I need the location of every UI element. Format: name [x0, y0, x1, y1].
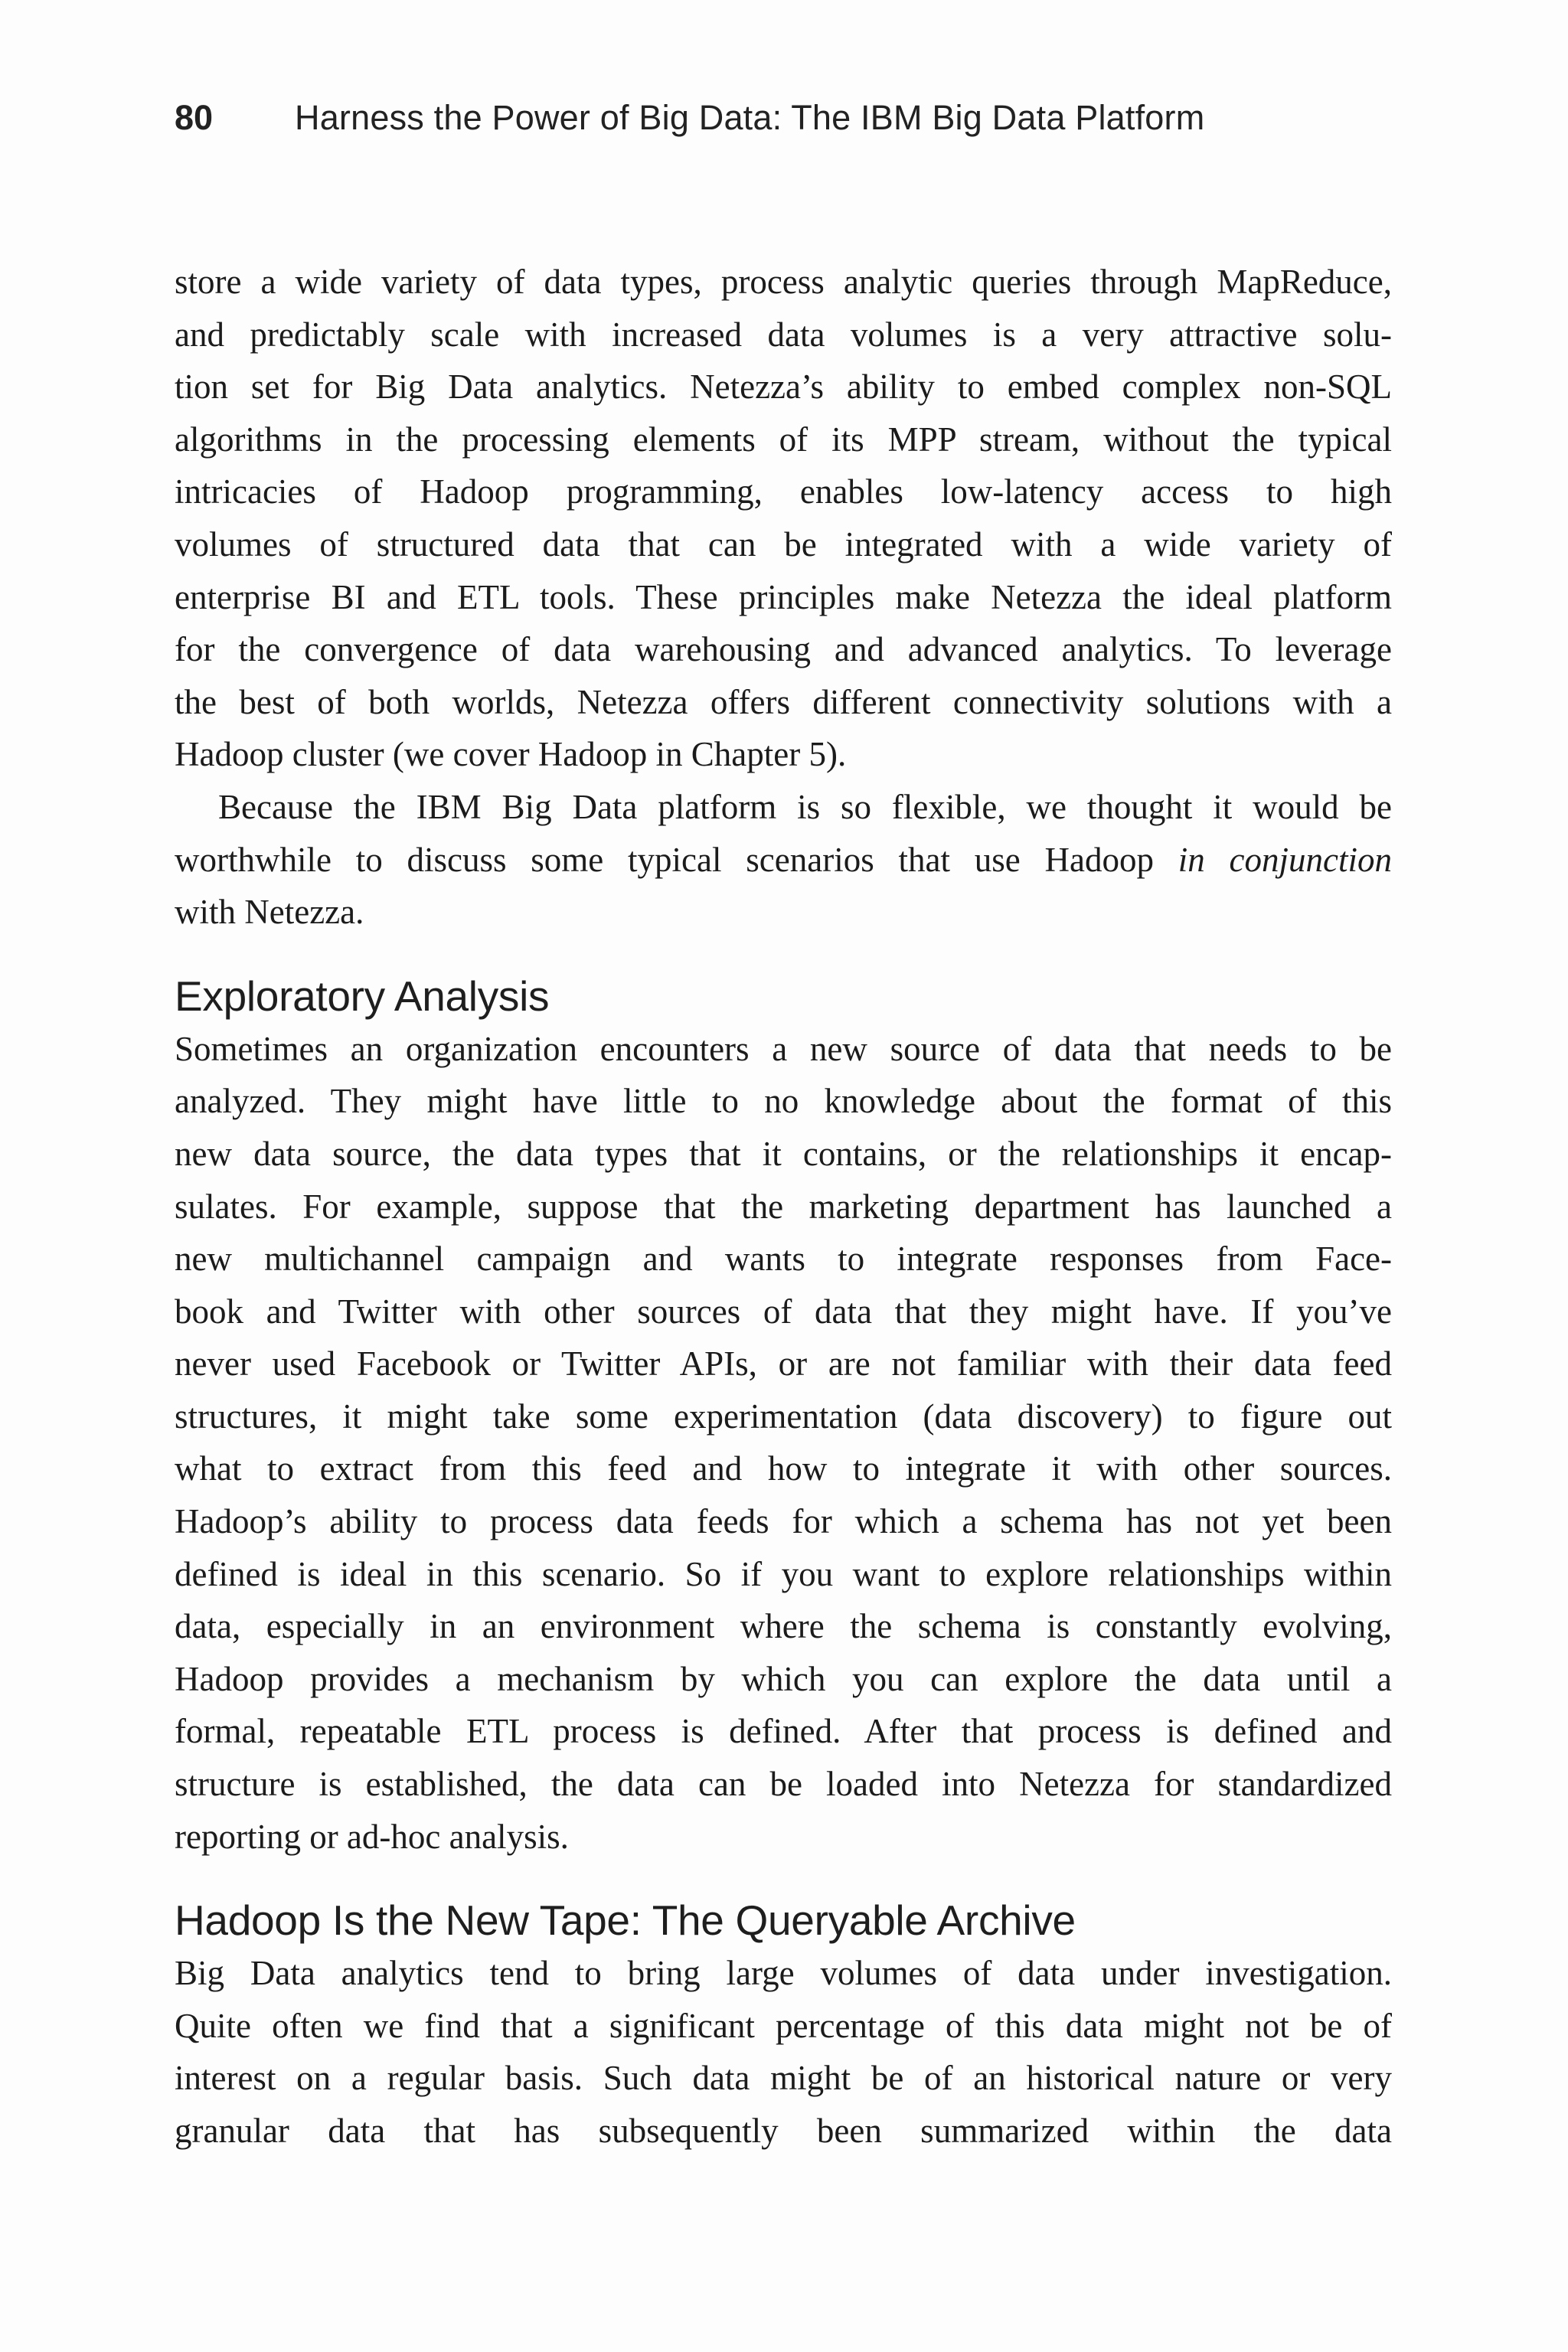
- text-line: enterprise BI and ETL tools. These principles make Netezza the ideal platform: [175, 577, 1392, 616]
- text-line: defined is ideal in this scenario. So if you want to explore relationships within: [175, 1554, 1392, 1593]
- text-line: never used Facebook or Twitter APIs, or are not familiar with their data feed: [175, 1344, 1392, 1383]
- text-line: interest on a regular basis. Such data might be of an historical nature or very: [175, 2059, 1392, 2098]
- text-line: with Netezza.: [175, 893, 364, 932]
- page-body: [175, 256, 1392, 2158]
- section-queryable-archive: [175, 1893, 1392, 2157]
- text-line: the best of both worlds, Netezza offers different connectivity solutions with a: [175, 682, 1392, 721]
- text-line: store a wide variety of data types, process analytic queries through MapReduce,: [175, 263, 1392, 301]
- italic-emphasis: in conjunction: [1178, 840, 1392, 879]
- text-line: granular data that has subsequently been summarized within the data: [175, 2112, 1392, 2150]
- text-line: tion set for Big Data analytics. Netezza’s ability to embed complex non-SQL: [175, 368, 1392, 407]
- text-line: new multichannel campaign and wants to integrate responses from Face-: [175, 1240, 1392, 1279]
- second-paragraph: [175, 781, 1392, 939]
- text-line: book and Twitter with other sources of data that they might have. If you’ve: [175, 1292, 1392, 1331]
- section-paragraph: [175, 1023, 1392, 1864]
- section-heading: Hadoop Is the New Tape: The Queryable Archive: [175, 1896, 1076, 1945]
- text-line: formal, repeatable ETL process is defined. After that process is defined and: [175, 1712, 1392, 1751]
- text-line: reporting or ad-hoc analysis.: [175, 1817, 569, 1856]
- text-line: analyzed. They might have little to no knowledge about the format of this: [175, 1082, 1392, 1121]
- text-line: Quite often we find that a significant percentage of this data might not be of: [175, 2006, 1392, 2045]
- text-line: sulates. For example, suppose that the marketing department has launched a: [175, 1187, 1392, 1226]
- text-line: Big Data analytics tend to bring large volumes of data under investigation.: [175, 1954, 1392, 1993]
- text-line: [175, 834, 1392, 887]
- intro-paragraph: [175, 256, 1392, 781]
- section-paragraph: [175, 1947, 1392, 2157]
- text-line: new data source, the data types that it contains, or the relationships it encap-: [175, 1134, 1392, 1173]
- text-line: algorithms in the processing elements of its MPP stream, without the typical: [175, 420, 1392, 459]
- text-line: structure is established, the data can be loaded into Netezza for standardized: [175, 1765, 1392, 1804]
- page-header: [175, 98, 1204, 147]
- text-run: worthwhile to discuss some typical scenarios that use Hadoop: [175, 840, 1178, 879]
- section-exploratory-analysis: [175, 969, 1392, 1864]
- page-number: 80: [175, 98, 214, 137]
- text-line: Sometimes an organization encounters a new source of data that needs to be: [175, 1029, 1392, 1068]
- text-line: data, especially in an environment where the schema is constantly evolving,: [175, 1607, 1392, 1646]
- text-line: structures, it might take some experimentation (data discovery) to figure out: [175, 1396, 1392, 1436]
- text-line: Hadoop’s ability to process data feeds for which a schema has not yet been: [175, 1502, 1392, 1541]
- text-line: volumes of structured data that can be integrated with a wide variety of: [175, 524, 1392, 564]
- text-line: and predictably scale with increased data volumes is a very attractive solu-: [175, 315, 1392, 354]
- text-line: what to extract from this feed and how to integrate it with other sources.: [175, 1449, 1392, 1488]
- text-line: Because the IBM Big Data platform is so flexible, we thought it would be: [218, 787, 1392, 826]
- text-line: intricacies of Hadoop programming, enables low-latency access to high: [175, 472, 1392, 511]
- section-heading: Exploratory Analysis: [175, 972, 550, 1020]
- text-line: Hadoop cluster (we cover Hadoop in Chapter 5).: [175, 735, 847, 774]
- text-line: for the convergence of data warehousing and advanced analytics. To leverage: [175, 630, 1392, 669]
- running-title: Harness the Power of Big Data: The IBM Big Data Platform: [295, 98, 1205, 137]
- text-line: Hadoop provides a mechanism by which you can explore the data until a: [175, 1659, 1392, 1698]
